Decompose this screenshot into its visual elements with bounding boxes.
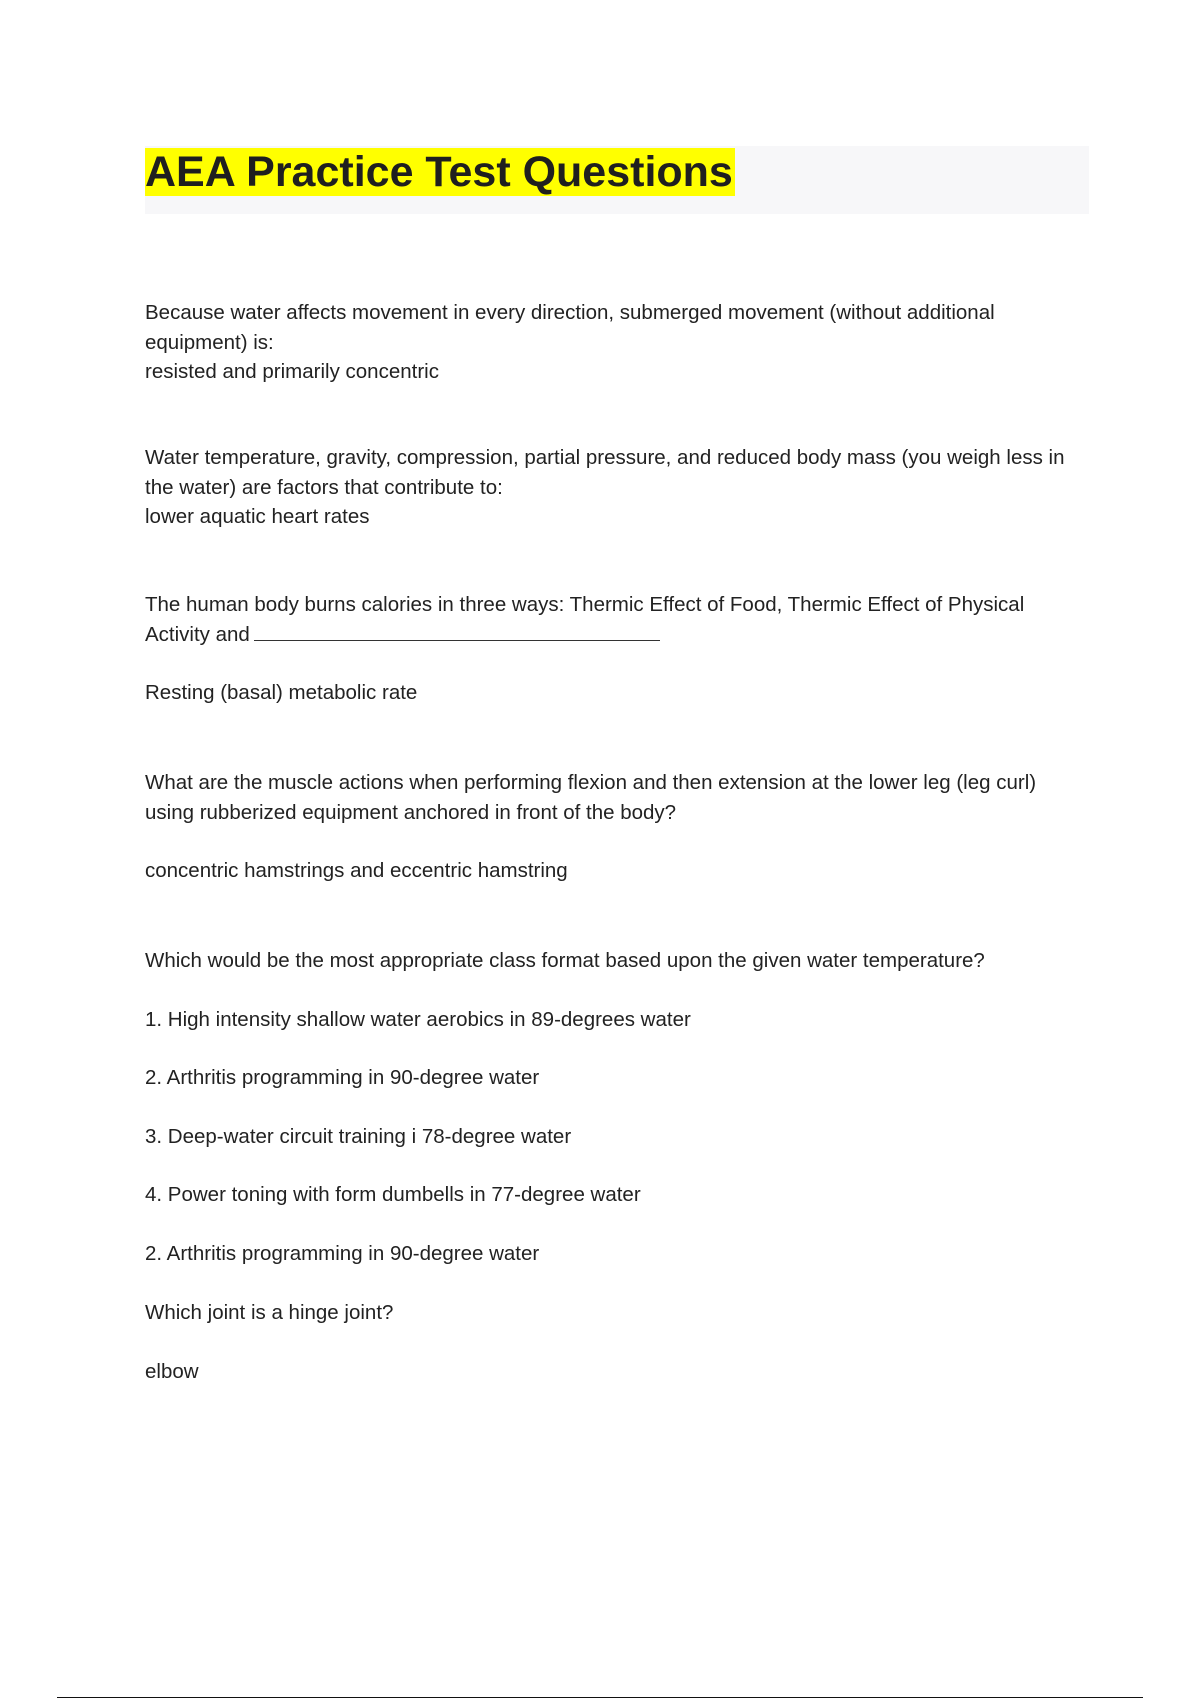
- question-text: Because water affects movement in every direction, submerged movement (without additional equipment) is:: [145, 301, 995, 354]
- fill-in-blank: [254, 622, 660, 641]
- question-text: [145, 590, 1085, 649]
- answer-option-4: 4. Power toning with form dumbells in 77-degree water: [145, 1183, 641, 1206]
- question-text-main: The human body burns calories in three ways: Thermic Effect of Food, Thermic Effect of Physical Activity and: [145, 593, 1025, 646]
- qa-item-1: [145, 298, 1085, 387]
- qa-item-2: [145, 443, 1085, 532]
- qa-item-6: [145, 1298, 1085, 1386]
- answer-text: 2. Arthritis programming in 90-degree water: [145, 1241, 540, 1265]
- answer-option-3: 3. Deep-water circuit training i 78-degree water: [145, 1124, 572, 1148]
- answer-text: concentric hamstrings and eccentric hamstring: [145, 859, 568, 882]
- title-highlight: AEA Practice Test Questions: [145, 148, 733, 196]
- answer-option-1: 1. High intensity shallow water aerobics in 89-degrees water: [145, 1007, 691, 1031]
- answer-text: Resting (basal) metabolic rate: [145, 681, 418, 704]
- footer-divider: [57, 1697, 1143, 1698]
- answer-text: lower aquatic heart rates: [145, 505, 370, 528]
- question-text: Which would be the most appropriate class format based upon the given water temperature?: [145, 949, 985, 972]
- qa-item-4: [145, 768, 1085, 886]
- page-title: [145, 146, 735, 198]
- answer-text: resisted and primarily concentric: [145, 360, 439, 383]
- question-text: Which joint is a hinge joint?: [145, 1301, 394, 1324]
- question-text: Water temperature, gravity, compression, partial pressure, and reduced body mass (you weigh less in the water) are factors that contribute to:: [145, 446, 1065, 499]
- answer-text: elbow: [145, 1359, 199, 1383]
- question-text: What are the muscle actions when performing flexion and then extension at the lower leg (leg curl) using rubberized equipment anchored in front of the body?: [145, 771, 1037, 824]
- qa-item-3: [145, 590, 1085, 708]
- answer-option-2: 2. Arthritis programming in 90-degree water: [145, 1066, 540, 1089]
- qa-item-5: [145, 946, 1085, 1268]
